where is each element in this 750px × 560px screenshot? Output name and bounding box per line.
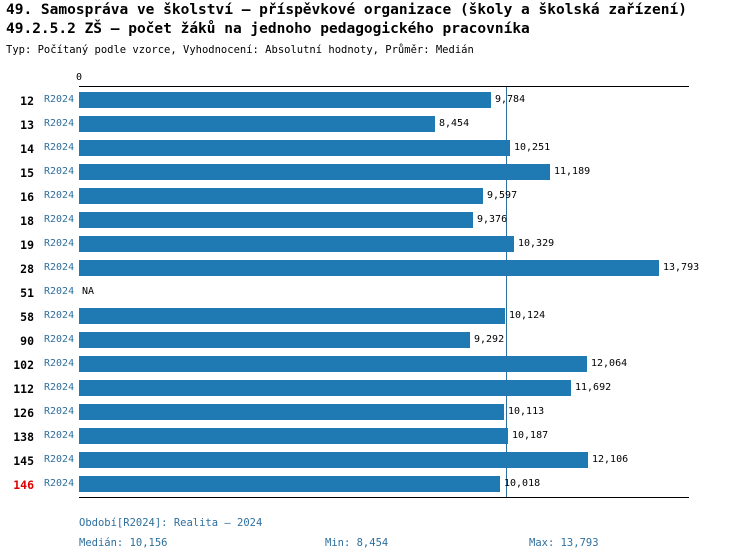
table-row bbox=[0, 184, 750, 208]
bar[interactable] bbox=[79, 428, 508, 444]
chart-plot-area bbox=[0, 86, 750, 504]
row-id-label: 18 bbox=[20, 214, 34, 228]
row-id-label: 14 bbox=[20, 142, 34, 156]
table-row bbox=[0, 256, 750, 280]
row-id-label: 58 bbox=[20, 310, 34, 324]
bar-value-label: 11,692 bbox=[575, 382, 612, 393]
bar[interactable] bbox=[79, 452, 588, 468]
bar-value-label: 12,064 bbox=[591, 358, 628, 369]
table-row bbox=[0, 400, 750, 424]
bar[interactable] bbox=[79, 236, 514, 252]
row-period-label: R2024 bbox=[44, 334, 75, 345]
row-id-label: 28 bbox=[20, 262, 34, 276]
row-period-label: R2024 bbox=[44, 382, 75, 393]
stat-min: Min: 8,454 bbox=[325, 537, 389, 549]
bar-value-label: 10,187 bbox=[512, 430, 549, 441]
stat-median: Medián: 10,156 bbox=[79, 537, 168, 549]
row-period-label: R2024 bbox=[44, 262, 75, 273]
table-row bbox=[0, 112, 750, 136]
row-id-label: 16 bbox=[20, 190, 34, 204]
bar[interactable] bbox=[79, 308, 505, 324]
table-row bbox=[0, 448, 750, 472]
table-row bbox=[0, 376, 750, 400]
bar-value-label: 9,376 bbox=[477, 214, 508, 225]
table-row bbox=[0, 472, 750, 496]
row-id-label: 51 bbox=[20, 286, 34, 300]
table-row bbox=[0, 88, 750, 112]
row-period-label: R2024 bbox=[44, 190, 75, 201]
chart-title-line2: 49.2.5.2 ZŠ – počet žáků na jednoho pedagogického pracovníka bbox=[6, 21, 530, 37]
table-row bbox=[0, 136, 750, 160]
row-na-label: NA bbox=[82, 286, 95, 297]
row-id-label: 13 bbox=[20, 118, 34, 132]
row-period-label: R2024 bbox=[44, 214, 75, 225]
bar[interactable] bbox=[79, 116, 435, 132]
bar-value-label: 11,189 bbox=[554, 166, 591, 177]
row-period-label: R2024 bbox=[44, 358, 75, 369]
bar-value-label: 10,251 bbox=[514, 142, 551, 153]
bar-value-label: 9,292 bbox=[474, 334, 505, 345]
bar-value-label: 9,597 bbox=[487, 190, 518, 201]
row-period-label: R2024 bbox=[44, 454, 75, 465]
row-id-label: 138 bbox=[13, 430, 34, 444]
stat-max: Max: 13,793 bbox=[529, 537, 599, 549]
chart-title-line1: 49. Samospráva ve školství – příspěvkové organizace (školy a školská zařízení) bbox=[6, 2, 687, 18]
table-row bbox=[0, 304, 750, 328]
axis-top-line bbox=[79, 86, 689, 87]
bar-value-label: 12,106 bbox=[592, 454, 629, 465]
bar-value-label: 9,784 bbox=[495, 94, 526, 105]
table-row bbox=[0, 160, 750, 184]
row-period-label: R2024 bbox=[44, 94, 75, 105]
row-period-label: R2024 bbox=[44, 166, 75, 177]
bar[interactable] bbox=[79, 332, 470, 348]
bar-value-label: 10,113 bbox=[508, 406, 545, 417]
row-id-label: 146 bbox=[13, 478, 34, 492]
bar-value-label: 8,454 bbox=[439, 118, 470, 129]
row-id-label: 90 bbox=[20, 334, 34, 348]
row-id-label: 126 bbox=[13, 406, 34, 420]
bar[interactable] bbox=[79, 212, 473, 228]
table-row bbox=[0, 208, 750, 232]
row-period-label: R2024 bbox=[44, 238, 75, 249]
legend-period: Období[R2024]: Realita – 2024 bbox=[79, 517, 263, 529]
row-id-label: 102 bbox=[13, 358, 34, 372]
row-period-label: R2024 bbox=[44, 118, 75, 129]
row-id-label: 15 bbox=[20, 166, 34, 180]
table-row bbox=[0, 328, 750, 352]
table-row bbox=[0, 352, 750, 376]
row-id-label: 19 bbox=[20, 238, 34, 252]
bar-value-label: 13,793 bbox=[663, 262, 700, 273]
bar-value-label: 10,124 bbox=[509, 310, 546, 321]
row-period-label: R2024 bbox=[44, 406, 75, 417]
bar[interactable] bbox=[79, 260, 659, 276]
row-period-label: R2024 bbox=[44, 310, 75, 321]
row-id-label: 12 bbox=[20, 94, 34, 108]
table-row bbox=[0, 424, 750, 448]
table-row bbox=[0, 232, 750, 256]
row-id-label: 145 bbox=[13, 454, 34, 468]
bar[interactable] bbox=[79, 356, 587, 372]
bar[interactable] bbox=[79, 380, 571, 396]
bar[interactable] bbox=[79, 404, 504, 420]
bar-value-label: 10,329 bbox=[518, 238, 555, 249]
bar[interactable] bbox=[79, 92, 491, 108]
bar[interactable] bbox=[79, 476, 500, 492]
bar-value-label: 10,018 bbox=[504, 478, 541, 489]
axis-zero-label: 0 bbox=[76, 72, 83, 83]
table-row bbox=[0, 280, 750, 304]
chart-subtitle: Typ: Počítaný podle vzorce, Vyhodnocení: Absolutní hodnoty, Průměr: Medián bbox=[6, 44, 474, 56]
bar[interactable] bbox=[79, 164, 550, 180]
row-period-label: R2024 bbox=[44, 286, 75, 297]
bar[interactable] bbox=[79, 188, 483, 204]
row-period-label: R2024 bbox=[44, 478, 75, 489]
bar[interactable] bbox=[79, 140, 510, 156]
chart-footer bbox=[0, 508, 750, 560]
row-period-label: R2024 bbox=[44, 142, 75, 153]
row-period-label: R2024 bbox=[44, 430, 75, 441]
axis-bottom-line bbox=[79, 497, 689, 498]
row-id-label: 112 bbox=[13, 382, 34, 396]
